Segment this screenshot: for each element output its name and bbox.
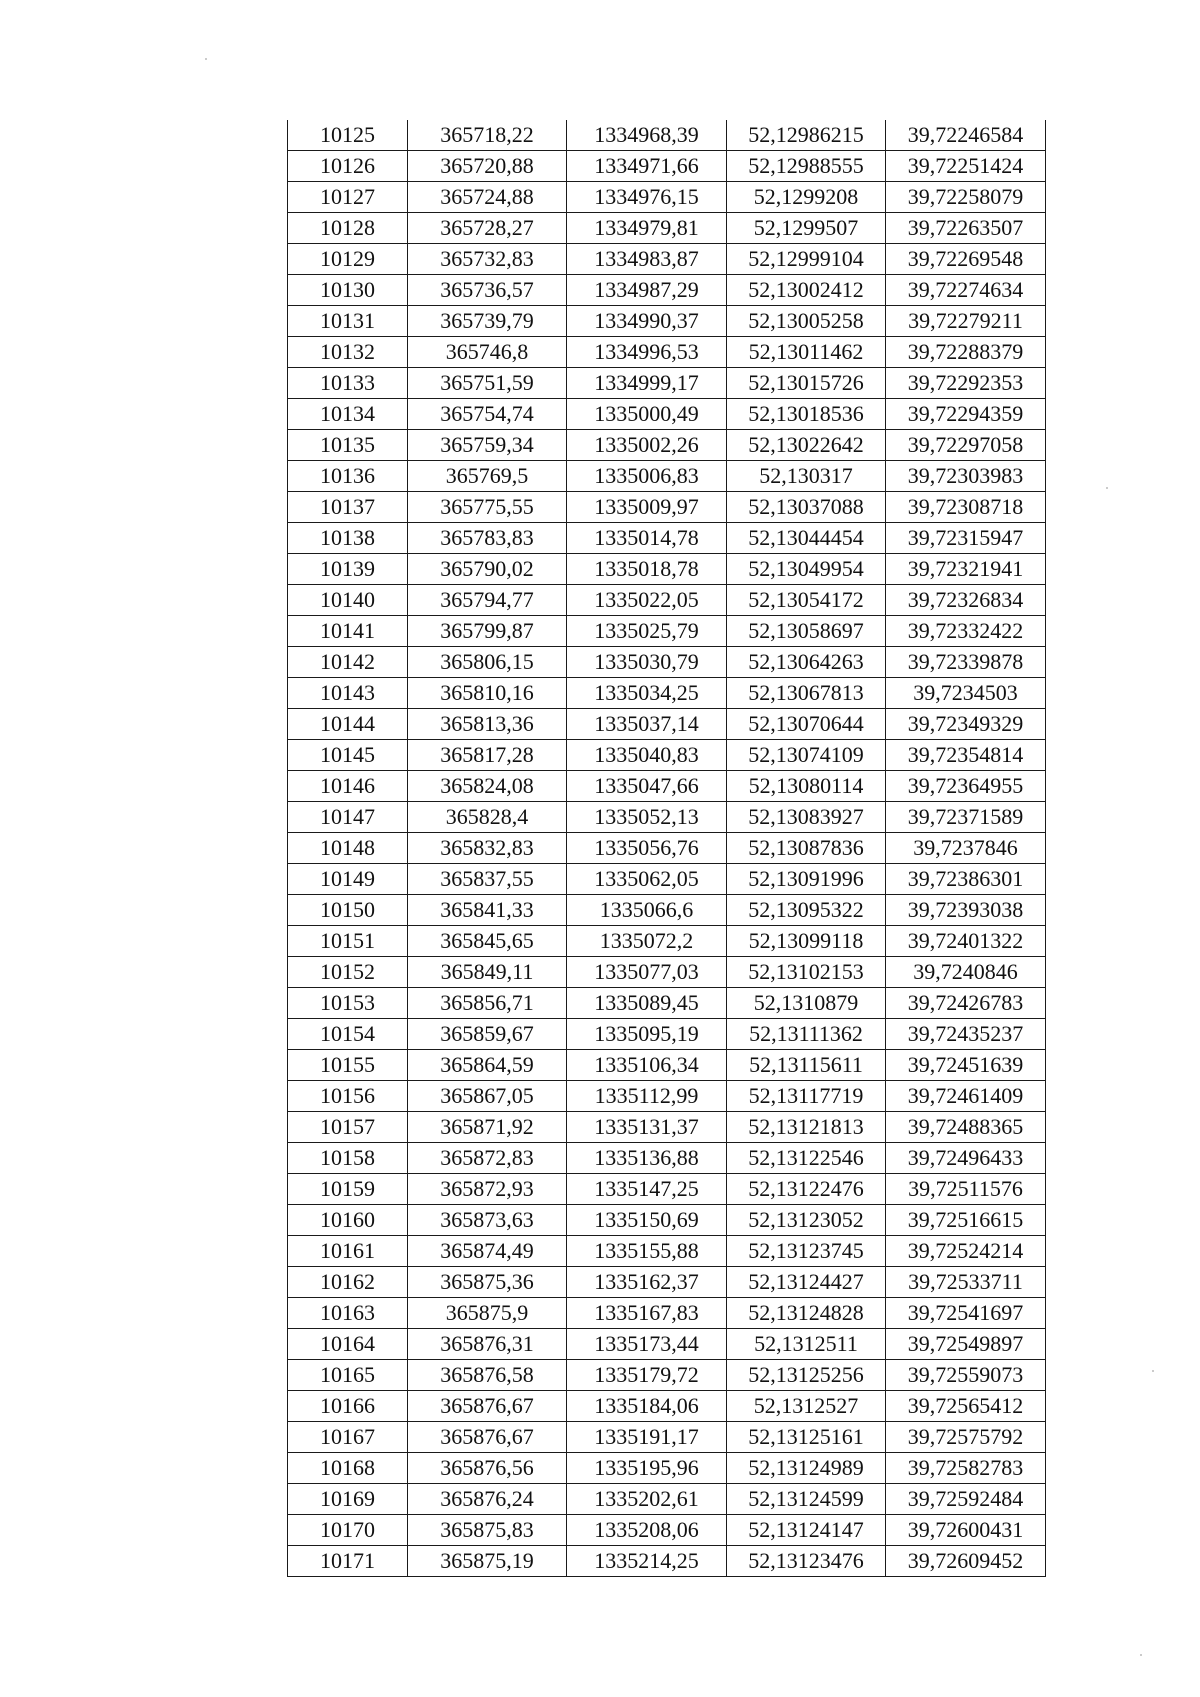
y-coordinate-cell: 1334990,37	[567, 306, 727, 337]
point-number-cell: 10133	[288, 368, 408, 399]
point-number-cell: 10169	[288, 1484, 408, 1515]
longitude-cell: 39,72297058	[886, 430, 1046, 461]
point-number-cell: 10148	[288, 833, 408, 864]
table-row	[288, 275, 1046, 306]
x-coordinate-cell: 365746,8	[408, 337, 567, 368]
y-coordinate-cell: 1335147,25	[567, 1174, 727, 1205]
point-number-cell: 10140	[288, 585, 408, 616]
latitude-cell: 52,13091996	[727, 864, 886, 895]
y-coordinate-cell: 1335047,66	[567, 771, 727, 802]
longitude-cell: 39,72426783	[886, 988, 1046, 1019]
longitude-cell: 39,72541697	[886, 1298, 1046, 1329]
point-number-cell: 10130	[288, 275, 408, 306]
longitude-cell: 39,72294359	[886, 399, 1046, 430]
x-coordinate-cell: 365720,88	[408, 151, 567, 182]
point-number-cell: 10132	[288, 337, 408, 368]
longitude-cell: 39,72263507	[886, 213, 1046, 244]
latitude-cell: 52,13117719	[727, 1081, 886, 1112]
table-row	[288, 926, 1046, 957]
point-number-cell: 10166	[288, 1391, 408, 1422]
x-coordinate-cell: 365790,02	[408, 554, 567, 585]
longitude-cell: 39,72488365	[886, 1112, 1046, 1143]
table-row	[288, 492, 1046, 523]
table-row	[288, 1112, 1046, 1143]
point-number-cell: 10139	[288, 554, 408, 585]
y-coordinate-cell: 1335052,13	[567, 802, 727, 833]
latitude-cell: 52,13095322	[727, 895, 886, 926]
latitude-cell: 52,13018536	[727, 399, 886, 430]
point-number-cell: 10150	[288, 895, 408, 926]
x-coordinate-cell: 365824,08	[408, 771, 567, 802]
longitude-cell: 39,72575792	[886, 1422, 1046, 1453]
longitude-cell: 39,7237846	[886, 833, 1046, 864]
latitude-cell: 52,13005258	[727, 306, 886, 337]
longitude-cell: 39,72435237	[886, 1019, 1046, 1050]
point-number-cell: 10144	[288, 709, 408, 740]
x-coordinate-cell: 365872,83	[408, 1143, 567, 1174]
y-coordinate-cell: 1335018,78	[567, 554, 727, 585]
scan-speck	[205, 58, 207, 60]
point-number-cell: 10164	[288, 1329, 408, 1360]
longitude-cell: 39,72292353	[886, 368, 1046, 399]
y-coordinate-cell: 1335000,49	[567, 399, 727, 430]
point-number-cell: 10143	[288, 678, 408, 709]
longitude-cell: 39,72592484	[886, 1484, 1046, 1515]
y-coordinate-cell: 1335025,79	[567, 616, 727, 647]
point-number-cell: 10131	[288, 306, 408, 337]
point-number-cell: 10155	[288, 1050, 408, 1081]
longitude-cell: 39,72269548	[886, 244, 1046, 275]
y-coordinate-cell: 1335056,76	[567, 833, 727, 864]
point-number-cell: 10149	[288, 864, 408, 895]
y-coordinate-cell: 1335106,34	[567, 1050, 727, 1081]
x-coordinate-cell: 365876,56	[408, 1453, 567, 1484]
x-coordinate-cell: 365769,5	[408, 461, 567, 492]
y-coordinate-cell: 1335162,37	[567, 1267, 727, 1298]
x-coordinate-cell: 365876,31	[408, 1329, 567, 1360]
x-coordinate-cell: 365732,83	[408, 244, 567, 275]
x-coordinate-cell: 365875,9	[408, 1298, 567, 1329]
table-row	[288, 585, 1046, 616]
longitude-cell: 39,72461409	[886, 1081, 1046, 1112]
point-number-cell: 10158	[288, 1143, 408, 1174]
y-coordinate-cell: 1335131,37	[567, 1112, 727, 1143]
latitude-cell: 52,12999104	[727, 244, 886, 275]
table-row	[288, 771, 1046, 802]
table-row	[288, 368, 1046, 399]
latitude-cell: 52,1312511	[727, 1329, 886, 1360]
latitude-cell: 52,13124989	[727, 1453, 886, 1484]
latitude-cell: 52,1299208	[727, 182, 886, 213]
table-row	[288, 1515, 1046, 1546]
y-coordinate-cell: 1335034,25	[567, 678, 727, 709]
longitude-cell: 39,72308718	[886, 492, 1046, 523]
y-coordinate-cell: 1335214,25	[567, 1546, 727, 1577]
x-coordinate-cell: 365728,27	[408, 213, 567, 244]
x-coordinate-cell: 365806,15	[408, 647, 567, 678]
table-row	[288, 1453, 1046, 1484]
table-row	[288, 1205, 1046, 1236]
x-coordinate-cell: 365718,22	[408, 120, 567, 151]
x-coordinate-cell: 365872,93	[408, 1174, 567, 1205]
y-coordinate-cell: 1335167,83	[567, 1298, 727, 1329]
y-coordinate-cell: 1335022,05	[567, 585, 727, 616]
x-coordinate-cell: 365759,34	[408, 430, 567, 461]
x-coordinate-cell: 365875,83	[408, 1515, 567, 1546]
point-number-cell: 10134	[288, 399, 408, 430]
longitude-cell: 39,7240846	[886, 957, 1046, 988]
longitude-cell: 39,72401322	[886, 926, 1046, 957]
x-coordinate-cell: 365739,79	[408, 306, 567, 337]
table-row	[288, 151, 1046, 182]
y-coordinate-cell: 1335002,26	[567, 430, 727, 461]
longitude-cell: 39,72559073	[886, 1360, 1046, 1391]
latitude-cell: 52,13011462	[727, 337, 886, 368]
y-coordinate-cell: 1335089,45	[567, 988, 727, 1019]
latitude-cell: 52,13115611	[727, 1050, 886, 1081]
y-coordinate-cell: 1335037,14	[567, 709, 727, 740]
longitude-cell: 39,72451639	[886, 1050, 1046, 1081]
point-number-cell: 10165	[288, 1360, 408, 1391]
longitude-cell: 39,72565412	[886, 1391, 1046, 1422]
latitude-cell: 52,1312527	[727, 1391, 886, 1422]
table-row	[288, 1422, 1046, 1453]
table-row	[288, 1050, 1046, 1081]
latitude-cell: 52,13022642	[727, 430, 886, 461]
latitude-cell: 52,13122546	[727, 1143, 886, 1174]
longitude-cell: 39,72315947	[886, 523, 1046, 554]
latitude-cell: 52,12988555	[727, 151, 886, 182]
point-number-cell: 10147	[288, 802, 408, 833]
point-number-cell: 10136	[288, 461, 408, 492]
latitude-cell: 52,13125256	[727, 1360, 886, 1391]
latitude-cell: 52,13067813	[727, 678, 886, 709]
x-coordinate-cell: 365736,57	[408, 275, 567, 306]
longitude-cell: 39,72496433	[886, 1143, 1046, 1174]
x-coordinate-cell: 365775,55	[408, 492, 567, 523]
y-coordinate-cell: 1334996,53	[567, 337, 727, 368]
y-coordinate-cell: 1335173,44	[567, 1329, 727, 1360]
x-coordinate-cell: 365828,4	[408, 802, 567, 833]
y-coordinate-cell: 1335006,83	[567, 461, 727, 492]
point-number-cell: 10154	[288, 1019, 408, 1050]
longitude-cell: 39,7234503	[886, 678, 1046, 709]
y-coordinate-cell: 1335014,78	[567, 523, 727, 554]
scan-speck	[1140, 1654, 1142, 1656]
point-number-cell: 10142	[288, 647, 408, 678]
longitude-cell: 39,72549897	[886, 1329, 1046, 1360]
latitude-cell: 52,13121813	[727, 1112, 886, 1143]
table-row	[288, 864, 1046, 895]
x-coordinate-cell: 365873,63	[408, 1205, 567, 1236]
longitude-cell: 39,72258079	[886, 182, 1046, 213]
table-row	[288, 554, 1046, 585]
table-row	[288, 430, 1046, 461]
longitude-cell: 39,72279211	[886, 306, 1046, 337]
point-number-cell: 10161	[288, 1236, 408, 1267]
longitude-cell: 39,72321941	[886, 554, 1046, 585]
point-number-cell: 10145	[288, 740, 408, 771]
x-coordinate-cell: 365724,88	[408, 182, 567, 213]
x-coordinate-cell: 365837,55	[408, 864, 567, 895]
point-number-cell: 10162	[288, 1267, 408, 1298]
latitude-cell: 52,13111362	[727, 1019, 886, 1050]
table-row	[288, 988, 1046, 1019]
point-number-cell: 10141	[288, 616, 408, 647]
longitude-cell: 39,72511576	[886, 1174, 1046, 1205]
latitude-cell: 52,13070644	[727, 709, 886, 740]
latitude-cell: 52,12986215	[727, 120, 886, 151]
longitude-cell: 39,72364955	[886, 771, 1046, 802]
y-coordinate-cell: 1334999,17	[567, 368, 727, 399]
y-coordinate-cell: 1334968,39	[567, 120, 727, 151]
point-number-cell: 10151	[288, 926, 408, 957]
latitude-cell: 52,13124828	[727, 1298, 886, 1329]
y-coordinate-cell: 1335030,79	[567, 647, 727, 678]
point-number-cell: 10159	[288, 1174, 408, 1205]
x-coordinate-cell: 365832,83	[408, 833, 567, 864]
y-coordinate-cell: 1335009,97	[567, 492, 727, 523]
longitude-cell: 39,72246584	[886, 120, 1046, 151]
x-coordinate-cell: 365817,28	[408, 740, 567, 771]
table-row	[288, 895, 1046, 926]
x-coordinate-cell: 365871,92	[408, 1112, 567, 1143]
table-row	[288, 1174, 1046, 1205]
longitude-cell: 39,72303983	[886, 461, 1046, 492]
point-number-cell: 10128	[288, 213, 408, 244]
latitude-cell: 52,13124147	[727, 1515, 886, 1546]
y-coordinate-cell: 1335179,72	[567, 1360, 727, 1391]
y-coordinate-cell: 1334979,81	[567, 213, 727, 244]
longitude-cell: 39,72349329	[886, 709, 1046, 740]
point-number-cell: 10126	[288, 151, 408, 182]
point-number-cell: 10163	[288, 1298, 408, 1329]
point-number-cell: 10153	[288, 988, 408, 1019]
latitude-cell: 52,13123052	[727, 1205, 886, 1236]
longitude-cell: 39,72339878	[886, 647, 1046, 678]
x-coordinate-cell: 365794,77	[408, 585, 567, 616]
y-coordinate-cell: 1334971,66	[567, 151, 727, 182]
point-number-cell: 10129	[288, 244, 408, 275]
longitude-cell: 39,72393038	[886, 895, 1046, 926]
table-row	[288, 678, 1046, 709]
y-coordinate-cell: 1335072,2	[567, 926, 727, 957]
latitude-cell: 52,13015726	[727, 368, 886, 399]
longitude-cell: 39,72524214	[886, 1236, 1046, 1267]
latitude-cell: 52,13124427	[727, 1267, 886, 1298]
latitude-cell: 52,13124599	[727, 1484, 886, 1515]
table-row	[288, 1546, 1046, 1577]
x-coordinate-cell: 365813,36	[408, 709, 567, 740]
latitude-cell: 52,13125161	[727, 1422, 886, 1453]
latitude-cell: 52,13099118	[727, 926, 886, 957]
table-row	[288, 1298, 1046, 1329]
point-number-cell: 10152	[288, 957, 408, 988]
x-coordinate-cell: 365841,33	[408, 895, 567, 926]
point-number-cell: 10137	[288, 492, 408, 523]
latitude-cell: 52,13002412	[727, 275, 886, 306]
table-row	[288, 647, 1046, 678]
y-coordinate-cell: 1334983,87	[567, 244, 727, 275]
y-coordinate-cell: 1335077,03	[567, 957, 727, 988]
y-coordinate-cell: 1335136,88	[567, 1143, 727, 1174]
coordinates-table-body	[288, 120, 1046, 1577]
x-coordinate-cell: 365754,74	[408, 399, 567, 430]
longitude-cell: 39,72600431	[886, 1515, 1046, 1546]
latitude-cell: 52,13049954	[727, 554, 886, 585]
y-coordinate-cell: 1334976,15	[567, 182, 727, 213]
table-row	[288, 182, 1046, 213]
x-coordinate-cell: 365856,71	[408, 988, 567, 1019]
longitude-cell: 39,72386301	[886, 864, 1046, 895]
x-coordinate-cell: 365876,67	[408, 1422, 567, 1453]
table-row	[288, 244, 1046, 275]
x-coordinate-cell: 365867,05	[408, 1081, 567, 1112]
x-coordinate-cell: 365876,24	[408, 1484, 567, 1515]
point-number-cell: 10160	[288, 1205, 408, 1236]
x-coordinate-cell: 365859,67	[408, 1019, 567, 1050]
longitude-cell: 39,72288379	[886, 337, 1046, 368]
x-coordinate-cell: 365876,67	[408, 1391, 567, 1422]
table-row	[288, 399, 1046, 430]
table-row	[288, 1267, 1046, 1298]
table-row	[288, 306, 1046, 337]
longitude-cell: 39,72354814	[886, 740, 1046, 771]
x-coordinate-cell: 365810,16	[408, 678, 567, 709]
table-row	[288, 957, 1046, 988]
latitude-cell: 52,13080114	[727, 771, 886, 802]
y-coordinate-cell: 1335195,96	[567, 1453, 727, 1484]
latitude-cell: 52,13037088	[727, 492, 886, 523]
table-row	[288, 1236, 1046, 1267]
table-row	[288, 461, 1046, 492]
y-coordinate-cell: 1335040,83	[567, 740, 727, 771]
latitude-cell: 52,130317	[727, 461, 886, 492]
latitude-cell: 52,13087836	[727, 833, 886, 864]
latitude-cell: 52,13044454	[727, 523, 886, 554]
x-coordinate-cell: 365874,49	[408, 1236, 567, 1267]
x-coordinate-cell: 365849,11	[408, 957, 567, 988]
longitude-cell: 39,72326834	[886, 585, 1046, 616]
longitude-cell: 39,72609452	[886, 1546, 1046, 1577]
latitude-cell: 52,13064263	[727, 647, 886, 678]
point-number-cell: 10138	[288, 523, 408, 554]
table-row	[288, 523, 1046, 554]
longitude-cell: 39,72582783	[886, 1453, 1046, 1484]
y-coordinate-cell: 1334987,29	[567, 275, 727, 306]
longitude-cell: 39,72516615	[886, 1205, 1046, 1236]
point-number-cell: 10171	[288, 1546, 408, 1577]
x-coordinate-cell: 365845,65	[408, 926, 567, 957]
x-coordinate-cell: 365875,19	[408, 1546, 567, 1577]
y-coordinate-cell: 1335112,99	[567, 1081, 727, 1112]
table-row	[288, 616, 1046, 647]
point-number-cell: 10168	[288, 1453, 408, 1484]
table-row	[288, 833, 1046, 864]
y-coordinate-cell: 1335066,6	[567, 895, 727, 926]
latitude-cell: 52,13122476	[727, 1174, 886, 1205]
table-row	[288, 1484, 1046, 1515]
point-number-cell: 10146	[288, 771, 408, 802]
latitude-cell: 52,13074109	[727, 740, 886, 771]
x-coordinate-cell: 365875,36	[408, 1267, 567, 1298]
latitude-cell: 52,13123745	[727, 1236, 886, 1267]
y-coordinate-cell: 1335184,06	[567, 1391, 727, 1422]
y-coordinate-cell: 1335155,88	[567, 1236, 727, 1267]
longitude-cell: 39,72332422	[886, 616, 1046, 647]
latitude-cell: 52,13058697	[727, 616, 886, 647]
point-number-cell: 10170	[288, 1515, 408, 1546]
y-coordinate-cell: 1335062,05	[567, 864, 727, 895]
table-row	[288, 120, 1046, 151]
table-row	[288, 1081, 1046, 1112]
coordinates-table	[287, 120, 1046, 1577]
point-number-cell: 10135	[288, 430, 408, 461]
point-number-cell: 10167	[288, 1422, 408, 1453]
x-coordinate-cell: 365864,59	[408, 1050, 567, 1081]
scan-speck	[1106, 487, 1108, 489]
table-row	[288, 802, 1046, 833]
table-row	[288, 740, 1046, 771]
latitude-cell: 52,13054172	[727, 585, 886, 616]
y-coordinate-cell: 1335095,19	[567, 1019, 727, 1050]
scan-speck	[1152, 1370, 1154, 1372]
table-row	[288, 709, 1046, 740]
table-row	[288, 1143, 1046, 1174]
table-row	[288, 1391, 1046, 1422]
longitude-cell: 39,72371589	[886, 802, 1046, 833]
longitude-cell: 39,72274634	[886, 275, 1046, 306]
latitude-cell: 52,1310879	[727, 988, 886, 1019]
x-coordinate-cell: 365783,83	[408, 523, 567, 554]
table-row	[288, 213, 1046, 244]
point-number-cell: 10127	[288, 182, 408, 213]
longitude-cell: 39,72533711	[886, 1267, 1046, 1298]
latitude-cell: 52,13123476	[727, 1546, 886, 1577]
latitude-cell: 52,13102153	[727, 957, 886, 988]
latitude-cell: 52,13083927	[727, 802, 886, 833]
x-coordinate-cell: 365876,58	[408, 1360, 567, 1391]
point-number-cell: 10125	[288, 120, 408, 151]
x-coordinate-cell: 365751,59	[408, 368, 567, 399]
point-number-cell: 10157	[288, 1112, 408, 1143]
x-coordinate-cell: 365799,87	[408, 616, 567, 647]
table-row	[288, 1019, 1046, 1050]
y-coordinate-cell: 1335191,17	[567, 1422, 727, 1453]
longitude-cell: 39,72251424	[886, 151, 1046, 182]
y-coordinate-cell: 1335202,61	[567, 1484, 727, 1515]
y-coordinate-cell: 1335150,69	[567, 1205, 727, 1236]
table-row	[288, 1329, 1046, 1360]
coordinates-table-wrapper	[287, 120, 1045, 1577]
table-row	[288, 337, 1046, 368]
latitude-cell: 52,1299507	[727, 213, 886, 244]
point-number-cell: 10156	[288, 1081, 408, 1112]
y-coordinate-cell: 1335208,06	[567, 1515, 727, 1546]
table-row	[288, 1360, 1046, 1391]
